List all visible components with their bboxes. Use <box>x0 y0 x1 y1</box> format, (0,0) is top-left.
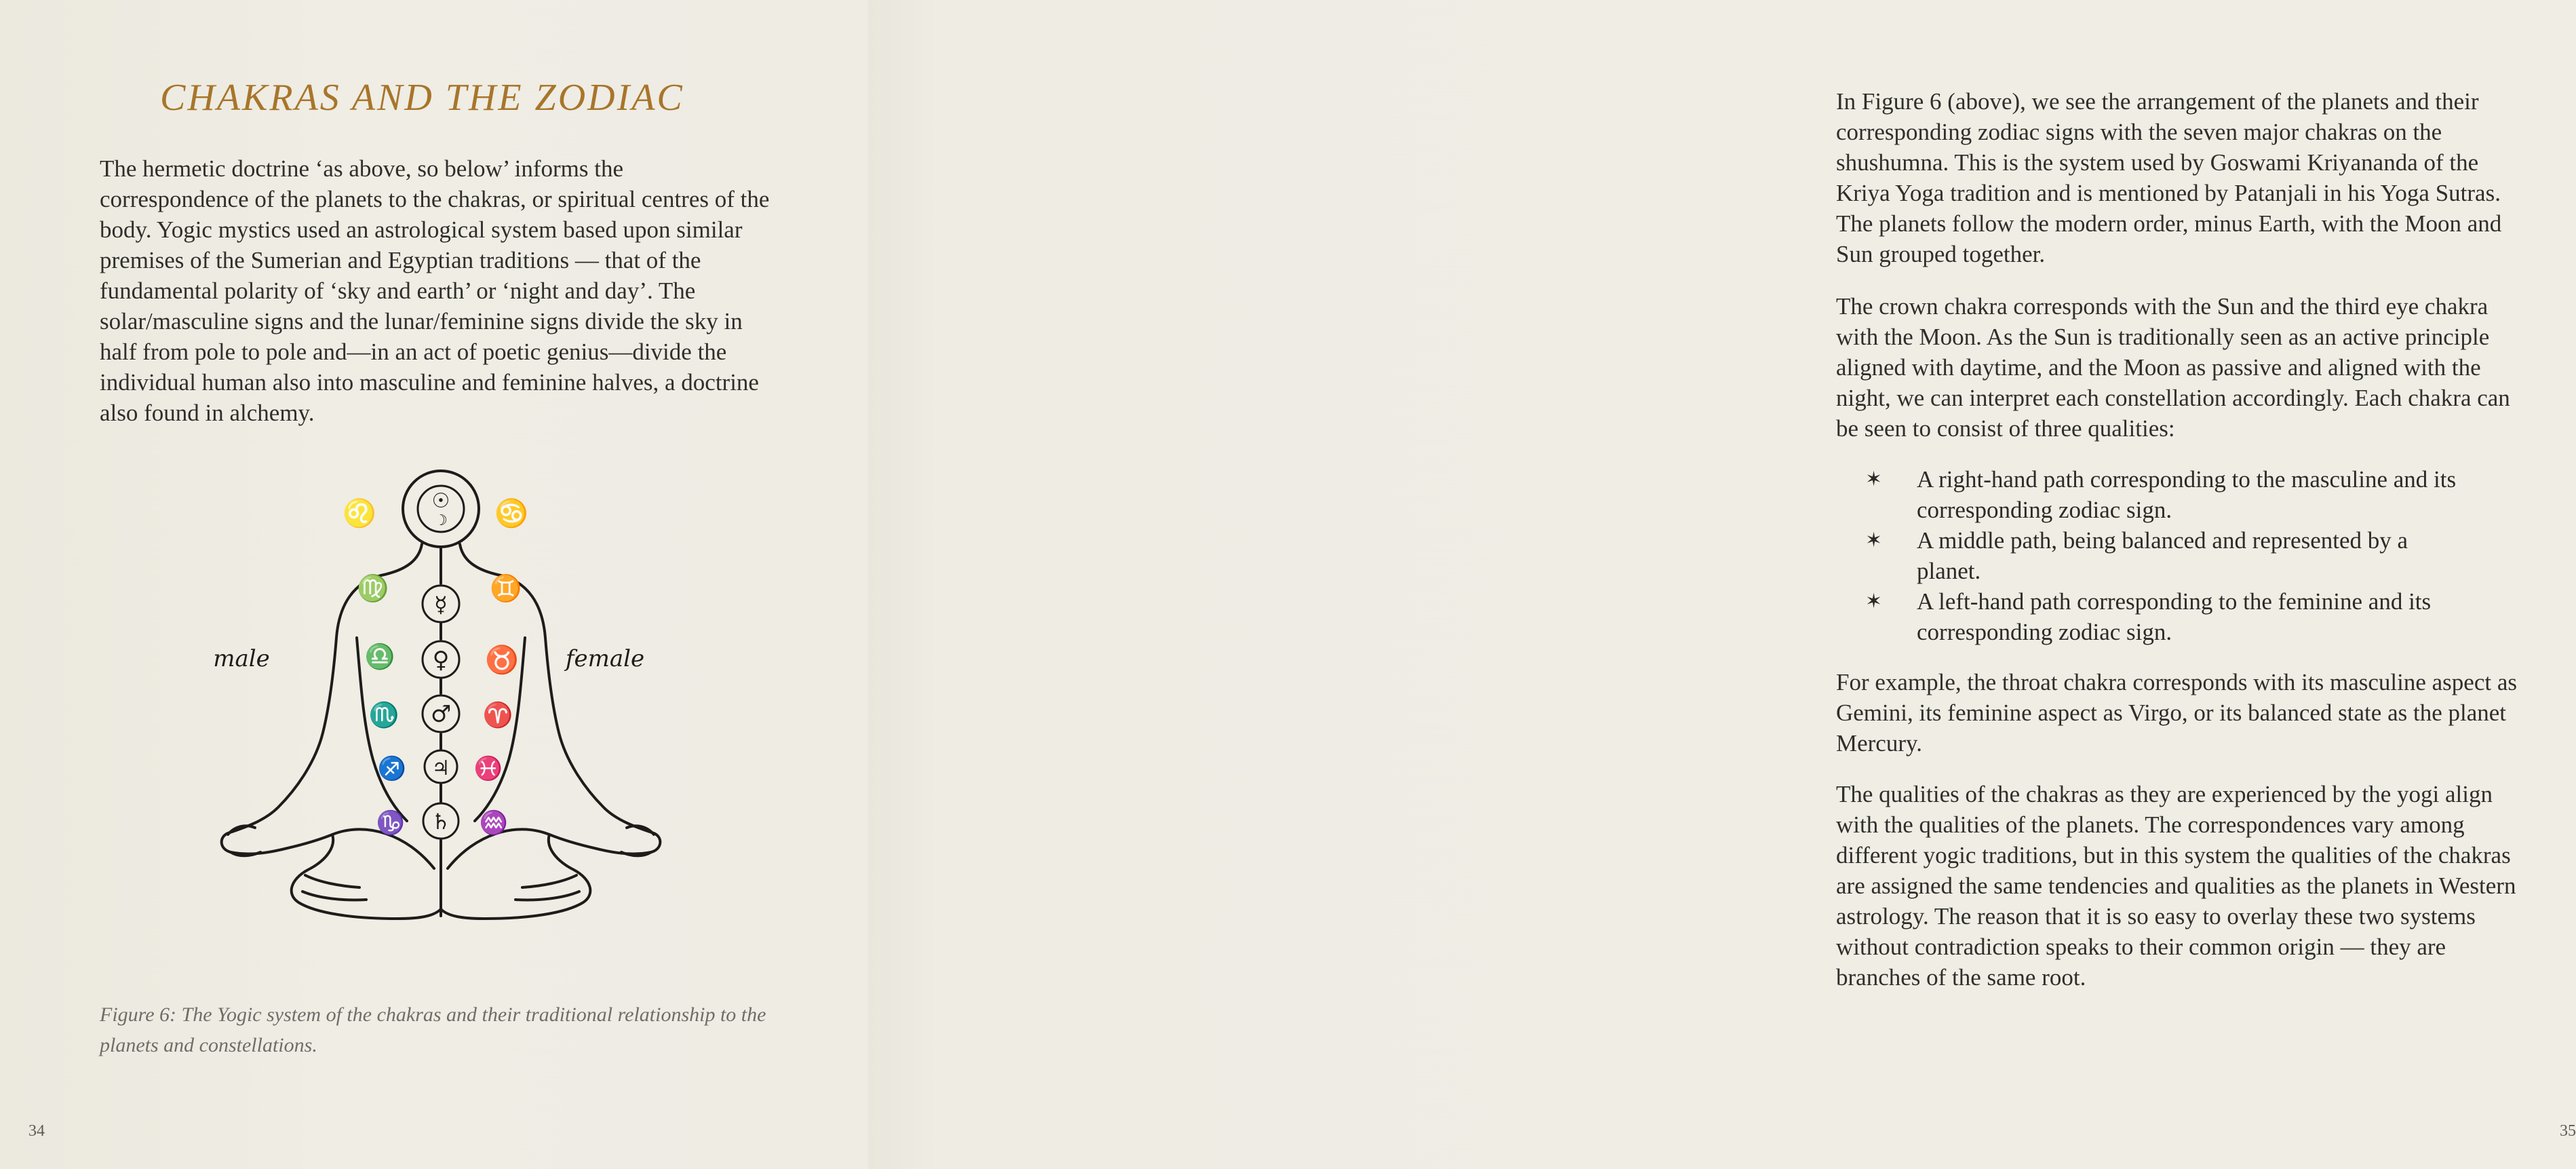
sun-icon: ☉ <box>431 489 450 513</box>
throat-chakra-example-paragraph: For example, the throat chakra corresponds with its masculine aspect as Gemini, its feminine aspect as Virgo, or its balanced state as the planet Mercury. <box>1836 669 2517 756</box>
left-foot <box>303 875 366 900</box>
gemini-icon: ♊ <box>490 573 522 603</box>
list-item-text: A left-hand path corresponding to the feminine and its corresponding zodiac sign. <box>1917 588 2432 645</box>
leo-icon: ♌ <box>343 498 376 529</box>
capricorn-icon: ♑ <box>376 809 406 837</box>
list-item-text: A right-hand path corresponding to the masculine and its corresponding zodiac sign. <box>1917 466 2457 523</box>
page-number-left: 34 <box>28 1122 45 1140</box>
list-item <box>1865 464 2476 525</box>
aries-icon: ♈ <box>482 702 513 729</box>
pisces-icon: ♓ <box>473 755 503 782</box>
scorpio-icon: ♏ <box>368 702 399 729</box>
male-label: male <box>213 645 270 672</box>
left-page <box>0 0 868 1169</box>
mars-icon: ♂ <box>430 701 452 728</box>
aquarius-icon: ♒ <box>479 809 509 837</box>
list-item <box>1865 525 2476 586</box>
right-foot <box>515 875 579 900</box>
right-page <box>868 0 2576 1169</box>
crown-chakra-paragraph: The crown chakra corresponds with the Sun and the third eye chakra with the Moon. As the Sun is traditionally seen as an active principle aligned with daytime, and the Moon as passive and aligned with the night, we can interpret each constellation accordingly. Each chakra can be seen to consist of three qualities: <box>1836 293 2510 442</box>
list-item <box>1865 586 2476 647</box>
cancer-icon: ♋ <box>494 498 528 529</box>
page-number-right: 35 <box>2560 1122 2576 1140</box>
sagittarius-icon: ♐ <box>377 755 407 782</box>
intro-paragraph: The hermetic doctrine ‘as above, so below’ informs the correspondence of the planets to the chakras, or spiritual centres of the body. Yogic mystics used an astrological system based upon similar premises of the Sumerian and Egyptian traditions — that of the fundamental polarity of ‘sky and earth’ or ‘night and day’. The solar/masculine signs and the lunar/feminine signs divide the sky in half from pole to pole and—in an act of poetic genius—divide the individual human also into masculine and feminine halves, a doctrine also found in alchemy. <box>100 155 770 426</box>
jupiter-icon: ♃ <box>431 756 450 780</box>
qualities-list <box>1865 464 2476 647</box>
mercury-icon: ☿ <box>434 592 448 617</box>
venus-icon: ♀ <box>432 647 450 674</box>
libra-icon: ♎ <box>364 643 395 671</box>
qualities-paragraph: The qualities of the chakras as they are experienced by the yogi align with the qualities of the planets. The correspondences vary among different yogic traditions, but in this system the qualities of the chakras are assigned the same tendencies and qualities as the planets in Western astrology. The reason that it is so easy to overlay these two systems without contradiction speaks to their common origin — they are branches of the same root. <box>1836 781 2516 991</box>
figure-caption: Figure 6: The Yogic system of the chakras and their traditional relationship to the planets and constellations. <box>100 1003 766 1056</box>
page-title: CHAKRAS AND THE ZODIAC <box>160 77 684 119</box>
star-icon: ✶ <box>1865 529 1883 552</box>
figure-explanation-paragraph: In Figure 6 (above), we see the arrangement of the planets and their corresponding zodiac signs with the seven major chakras on the shushumna. This is the system used by Goswami Kriyananda of the Kriya Yoga tradition and is mentioned by Patanjali in his Yoga Sutras. The planets follow the modern order, minus Earth, with the Moon and Sun grouped together. <box>1836 88 2502 267</box>
list-item-text: A middle path, being balanced and represented by a planet. <box>1917 527 2408 584</box>
taurus-icon: ♉ <box>485 645 519 676</box>
saturn-icon: ♄ <box>431 809 451 835</box>
star-icon: ✶ <box>1865 468 1883 491</box>
moon-icon: ☽ <box>434 512 448 529</box>
virgo-icon: ♍ <box>357 573 389 603</box>
female-label: female <box>565 645 645 672</box>
chakra-figure <box>203 468 678 957</box>
star-icon: ✶ <box>1865 590 1883 613</box>
